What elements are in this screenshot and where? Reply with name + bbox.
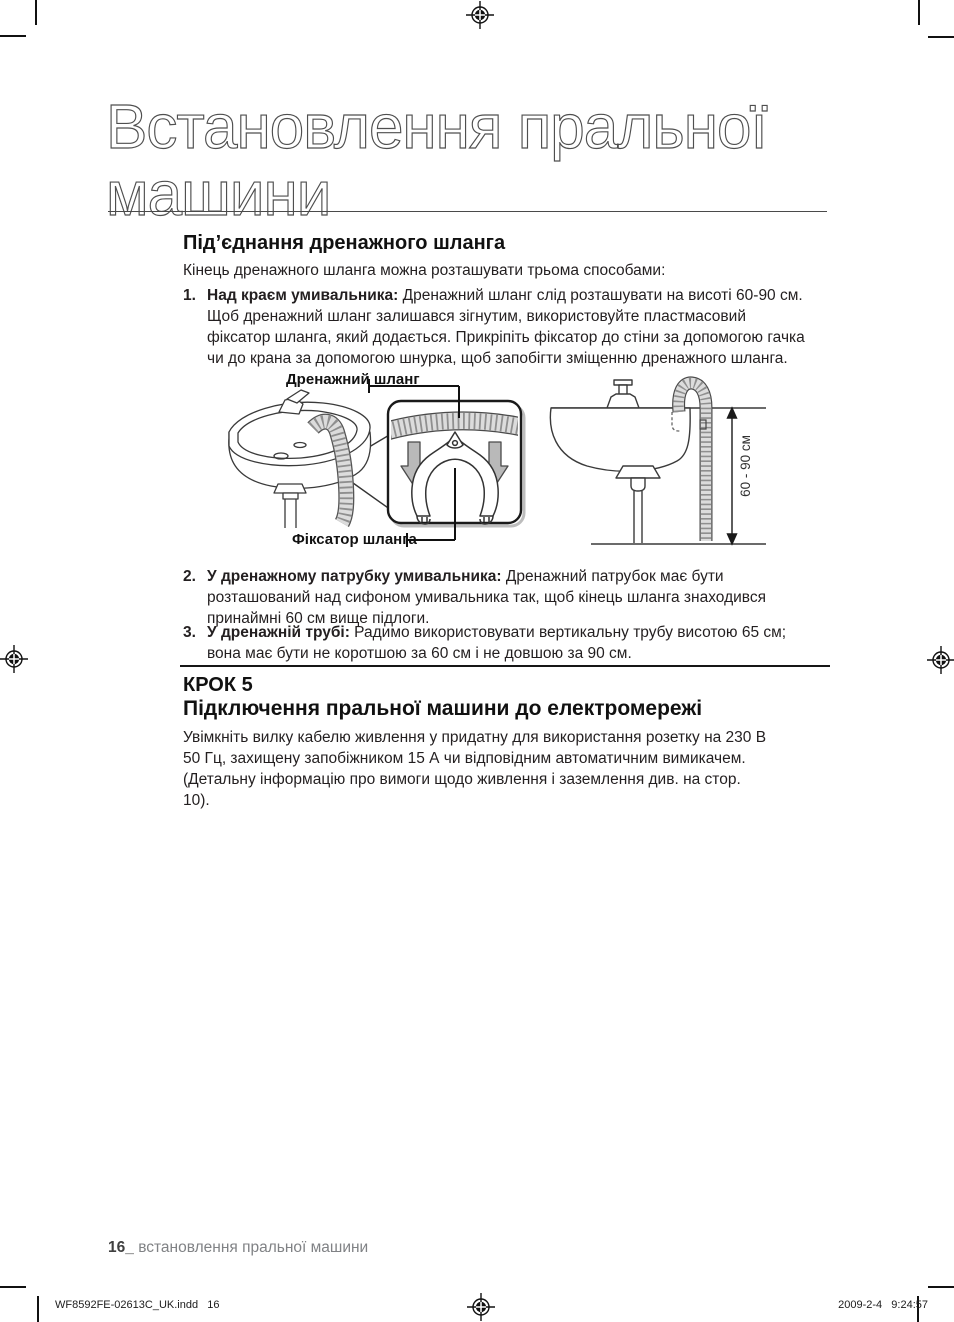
- item-lead: Над краєм умивальника:: [207, 287, 399, 304]
- registration-mark-icon: [0, 644, 29, 674]
- footer-page-number: 16: [108, 1239, 126, 1256]
- item-text: Радимо використовувати вертикальну трубу висотою 65 см; вона має бути не коротшою за 60 см і не довшою за 90 см.: [207, 624, 787, 662]
- item-text: Дренажний патрубок має бути розташований над сифоном умивальника так, щоб кінець шланга знаходився принаймні 60 см вище підлоги.: [207, 568, 766, 627]
- list-item: [207, 566, 805, 629]
- crop-mark: [0, 35, 26, 37]
- crop-mark: [0, 1286, 26, 1288]
- figure-label-height: 60 - 90 см: [738, 435, 753, 497]
- crop-mark: [928, 36, 954, 38]
- registration-mark-icon: [466, 1292, 496, 1322]
- drain-hose-right: [672, 383, 706, 541]
- registration-mark-icon: [465, 0, 495, 30]
- figure-label-drain-hose: Дренажний шланг: [286, 371, 420, 388]
- footer-text: встановлення пральної машини: [138, 1239, 369, 1256]
- step-heading: Підключення пральної машини до електромережі: [183, 697, 703, 720]
- list-item: [207, 285, 805, 369]
- figure-label-hose-guide: Фіксатор шланга: [292, 531, 417, 548]
- list-number: 2.: [183, 568, 196, 585]
- item-text: Дренажний шланг слід розташувати на висоті 60-90 см. Щоб дренажний шланг залишався зігнутим, використовуйте пластмасовий фіксатор шланга, який додається. Прикріпіть фіксатор до стіни за допомогою гачка чи до крана за допомогою шнурка, щоб запобігти зміщенню дренажного шланга.: [207, 287, 805, 367]
- drain-hose-inset: [383, 421, 527, 432]
- print-filename: WF8592FE-02613C_UK.indd 16: [55, 1299, 220, 1311]
- footer-separator: _: [125, 1239, 139, 1256]
- list-number: 1.: [183, 287, 196, 304]
- height-arrow: [728, 408, 737, 544]
- list-number: 3.: [183, 624, 196, 641]
- step-kicker: КРОК 5: [183, 674, 253, 696]
- sink-side-illustration: [550, 380, 766, 544]
- page-footer: [108, 1239, 368, 1257]
- section-heading: Під’єднання дренажного шланга: [183, 232, 506, 254]
- registration-mark-icon: [926, 645, 954, 675]
- crop-mark: [918, 0, 920, 25]
- crop-mark: [928, 1286, 954, 1288]
- crop-mark: [35, 0, 37, 25]
- step-body: Увімкніть вилку кабелю живлення у придатну для використання розетку на 230 В 50 Гц, захищену запобіжником 15 А чи відповідним автоматичним вимикачем. (Детальну інформацію про вимоги щодо живлення і заземлення див. на стор. 10).: [183, 729, 767, 809]
- item-lead: У дренажній трубі:: [207, 624, 350, 641]
- drain-hose-figure: [183, 368, 833, 563]
- item-lead: У дренажному патрубку умивальника:: [207, 568, 502, 585]
- section-divider: [180, 665, 830, 667]
- title-underline: [108, 211, 827, 212]
- print-timestamp: 2009-2-4 9:24:57: [838, 1299, 928, 1311]
- page-title: Встановлення пральної машини: [106, 93, 767, 229]
- section-intro: Кінець дренажного шланга можна розташувати трьома способами:: [183, 262, 666, 279]
- list-item: [207, 622, 805, 664]
- crop-mark: [37, 1296, 39, 1322]
